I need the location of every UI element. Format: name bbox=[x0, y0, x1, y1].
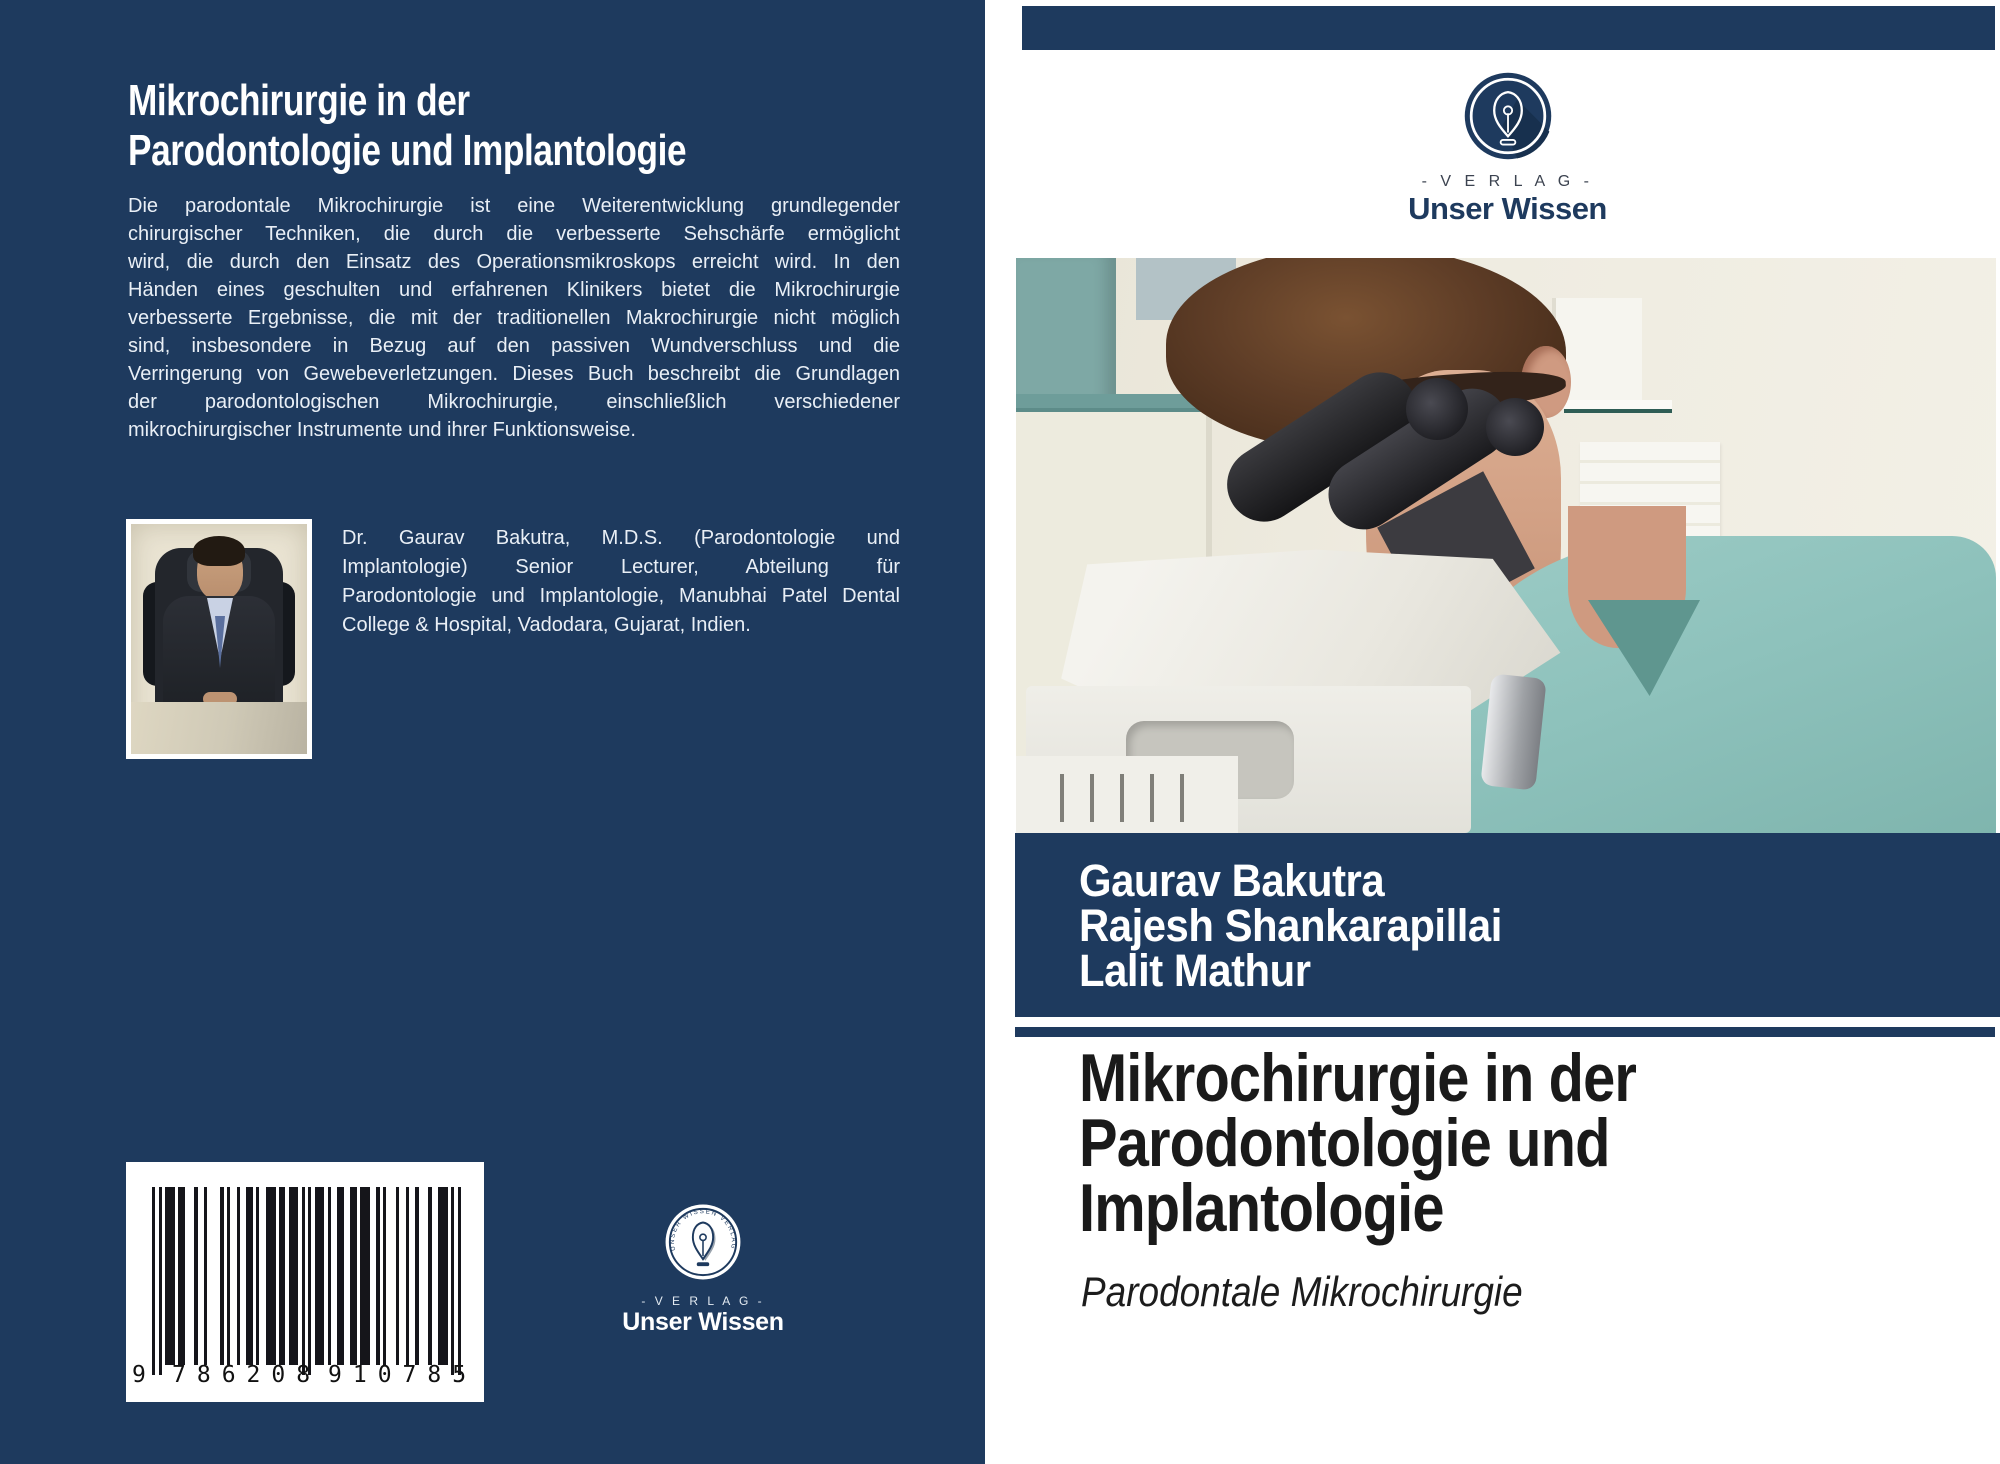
author-bio bbox=[342, 524, 900, 640]
author-portrait bbox=[126, 519, 312, 759]
cover-photo-microscope-scientist bbox=[1016, 258, 1996, 833]
authors-band bbox=[1015, 833, 2000, 1017]
microscope-base-vents bbox=[1016, 756, 1238, 833]
back-cover-title bbox=[128, 76, 826, 176]
blurb-line: der parodontologischen Mikrochirurgie, einschließlich verschiedener bbox=[128, 391, 900, 413]
logo-publisher-name: Unser Wissen bbox=[622, 1308, 784, 1336]
isbn-lead-digit: 9 bbox=[132, 1362, 146, 1388]
isbn-group-1: 786208 bbox=[172, 1362, 322, 1388]
blurb-line: chirurgischer Techniken, die durch die verbesserte Sehschärfe ermöglicht bbox=[128, 223, 900, 245]
author-name: Lalit Mathur bbox=[1079, 945, 1311, 996]
back-title-line-2: Parodontologie und Implantologie bbox=[128, 126, 687, 175]
author-portrait-image bbox=[131, 524, 307, 754]
blurb-line: Die parodontale Mikrochirurgie ist eine Weiterentwicklung grundlegender bbox=[128, 195, 900, 217]
teal-cabinet bbox=[1016, 258, 1116, 416]
isbn-group-2: 910785 bbox=[328, 1362, 478, 1388]
logo-verlag-text: - V E R L A G - bbox=[641, 1294, 765, 1308]
publisher-emblem-icon bbox=[664, 1203, 742, 1281]
publisher-logo-front bbox=[1015, 70, 2000, 227]
microscope-eyepiece-ring bbox=[1406, 378, 1468, 440]
microscope-chrome-part bbox=[1480, 673, 1546, 790]
blurb-line: Händen eines geschulten und erfahrenen Klinikers bietet die Mikrochirurgie bbox=[128, 279, 900, 301]
front-cover bbox=[1015, 0, 2000, 1464]
logo-publisher-name: Unser Wissen bbox=[1408, 191, 1607, 226]
front-title-line-2: Parodontologie und bbox=[1079, 1105, 1610, 1181]
front-top-bar bbox=[1022, 6, 1995, 50]
bio-line: Parodontologie und Implantologie, Manubhai Patel Dental bbox=[342, 585, 900, 607]
wall-shelf bbox=[1564, 400, 1672, 413]
author-name: Rajesh Shankarapillai bbox=[1079, 900, 1502, 951]
front-title bbox=[1079, 1040, 1734, 1246]
front-subtitle: Parodontale Mikrochirurgie bbox=[1081, 1268, 1523, 1315]
publisher-logo-back bbox=[603, 1203, 803, 1337]
barcode-bars bbox=[152, 1187, 461, 1375]
back-title-line-1: Mikrochirurgie in der bbox=[128, 76, 470, 125]
blurb-line: verbesserte Ergebnisse, die mit der traditionellen Makrochirurgie nicht möglich bbox=[128, 307, 900, 329]
microscope-eyepiece-ring bbox=[1486, 398, 1544, 456]
logo-verlag-text: - V E R L A G - bbox=[1421, 173, 1594, 190]
blurb-line: mikrochirurgischer Instrumente und ihrer Funktionsweise. bbox=[128, 419, 636, 441]
bio-line: Dr. Gaurav Bakutra, M.D.S. (Parodontologie und bbox=[342, 527, 900, 549]
logo-ring-text: UNSER WISSEN VERLAG bbox=[669, 1208, 737, 1252]
author-name: Gaurav Bakutra bbox=[1079, 855, 1385, 906]
bio-line: Implantologie) Senior Lecturer, Abteilung für bbox=[342, 556, 900, 578]
back-cover-blurb bbox=[128, 192, 900, 444]
blurb-line: sind, insbesondere in Bezug auf den passiven Wundverschluss und die bbox=[128, 335, 900, 357]
back-cover bbox=[0, 0, 985, 1464]
separator-line bbox=[1015, 1027, 1995, 1037]
blurb-line: wird, die durch den Einsatz des Operationsmikroskops erreicht wird. In den bbox=[128, 251, 900, 273]
blurb-line: Verringerung von Gewebeverletzungen. Dieses Buch beschreibt die Grundlagen bbox=[128, 363, 900, 385]
author-hair bbox=[193, 536, 245, 566]
bio-line: College & Hospital, Vadodara, Gujarat, Indien. bbox=[342, 614, 751, 636]
isbn-barcode bbox=[126, 1162, 484, 1402]
glass-desk bbox=[131, 702, 307, 754]
publisher-emblem-icon bbox=[1462, 70, 1554, 162]
front-title-line-1: Mikrochirurgie in der bbox=[1079, 1040, 1637, 1116]
front-title-line-3: Implantologie bbox=[1079, 1170, 1444, 1246]
